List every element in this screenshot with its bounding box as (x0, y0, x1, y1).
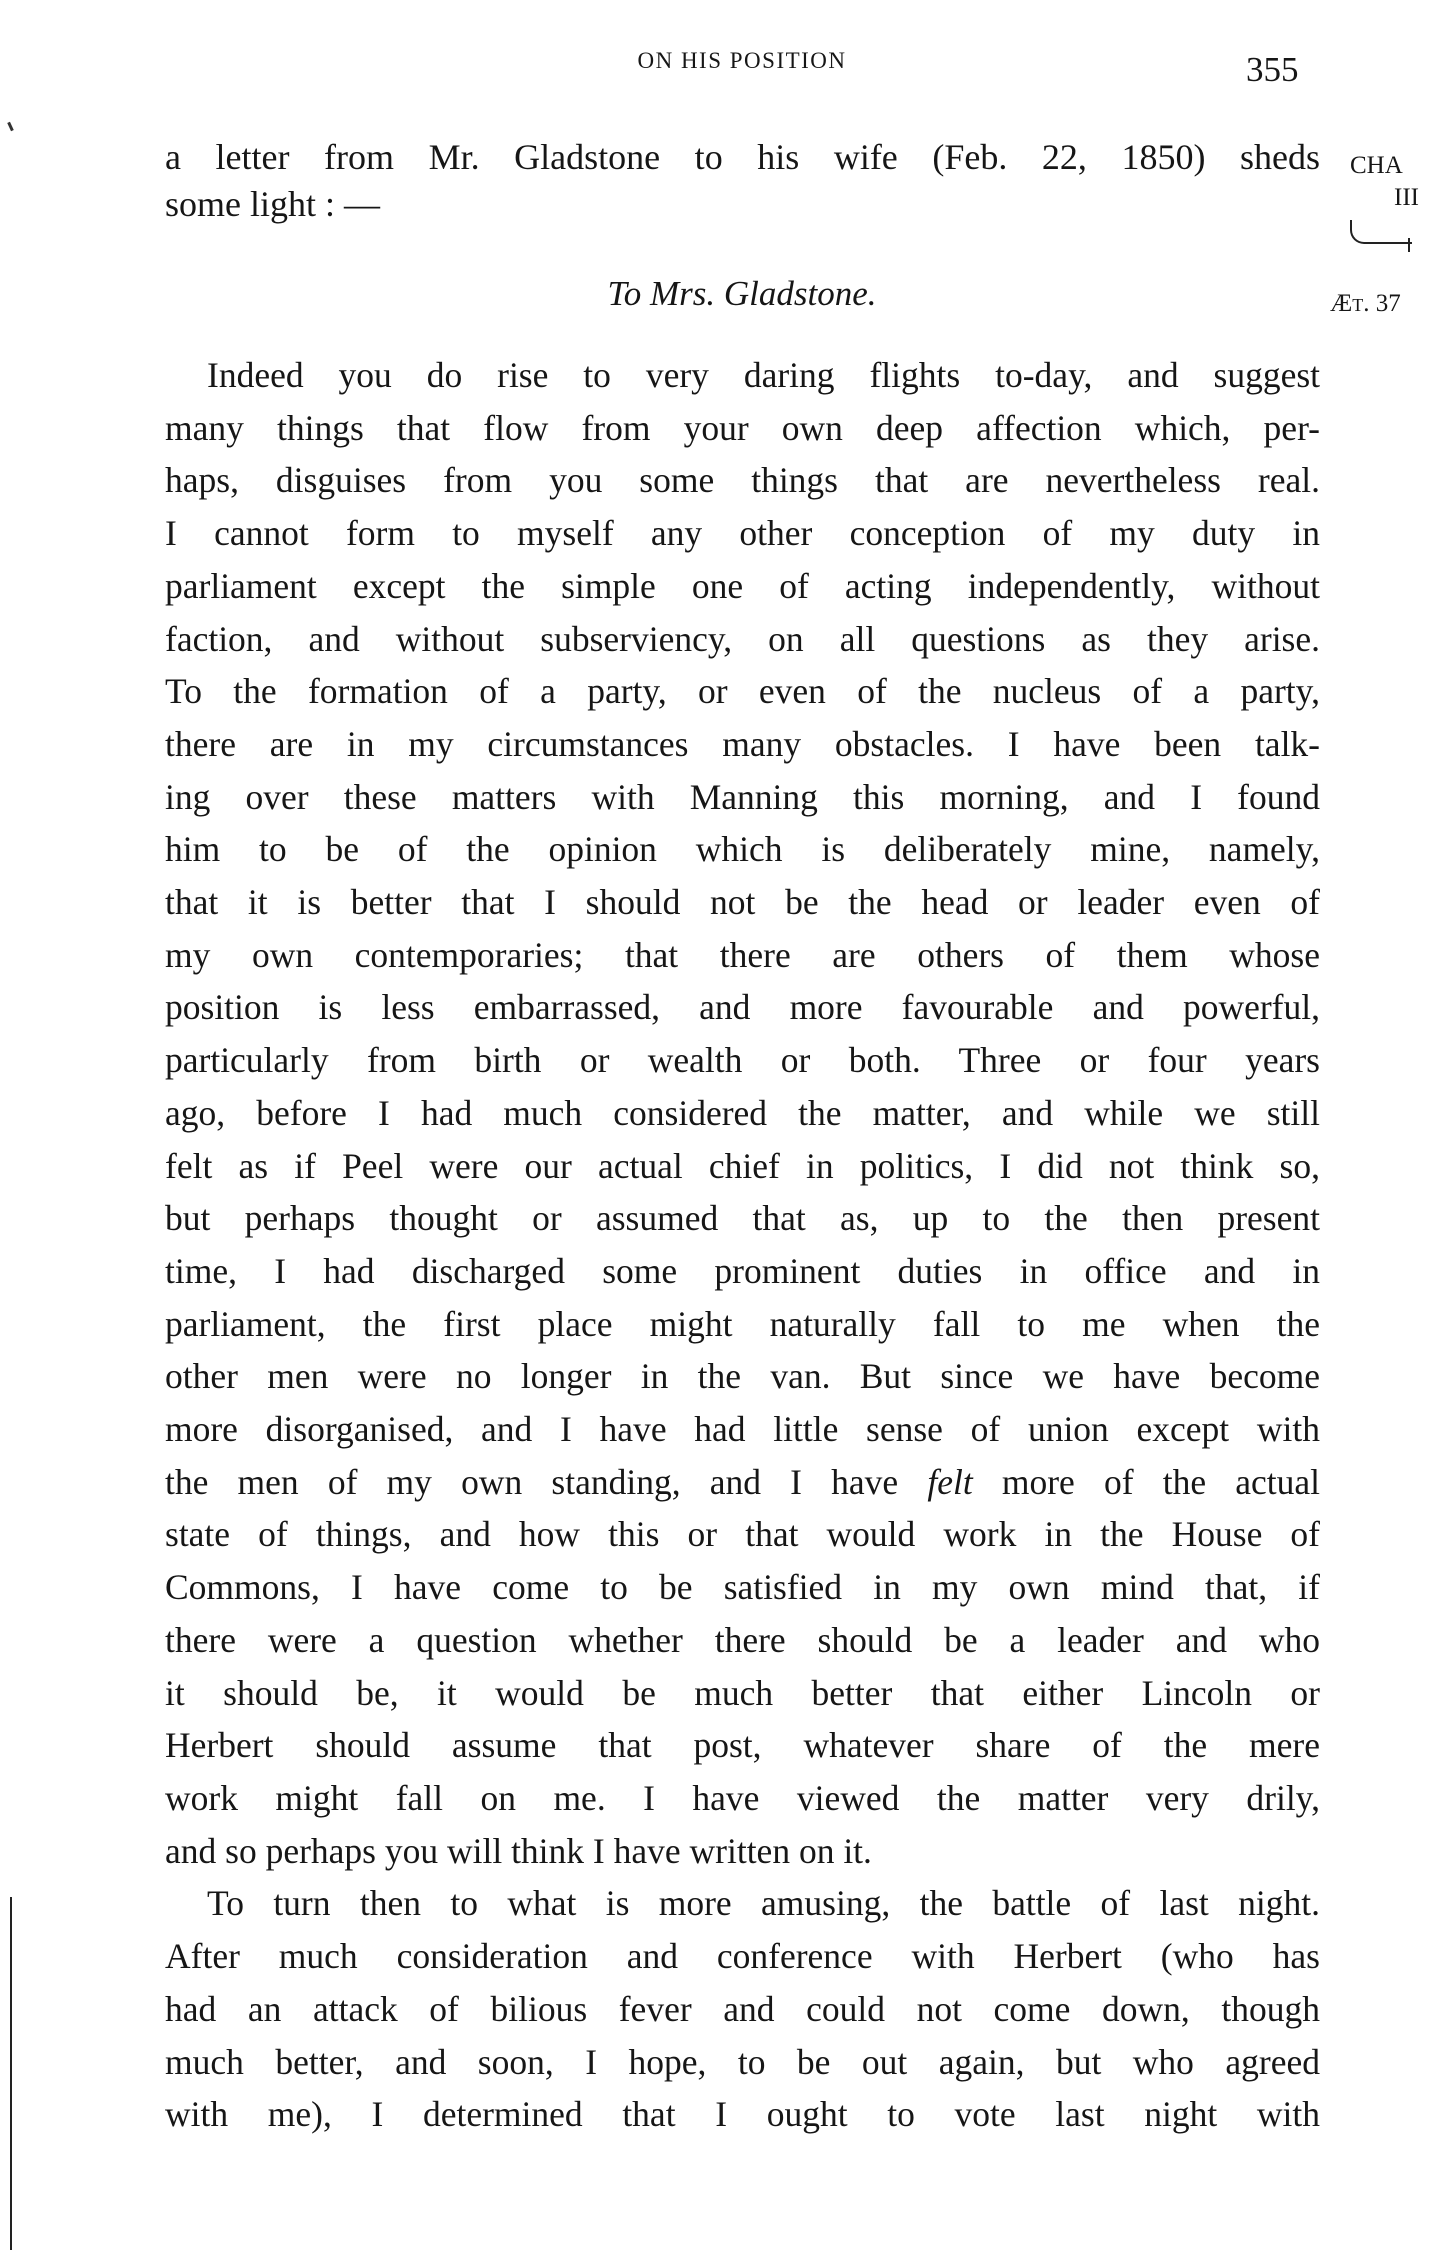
text-line: work might fall on me. I have viewed the matter very drily, (165, 1777, 1320, 1818)
text-line: Commons, I have come to be satisfied in my own mind that, if (165, 1567, 1320, 1608)
text-line: particularly from birth or wealth or both. Three or four years (165, 1040, 1320, 1081)
text-line: Herbert should assume that post, whatever share of the mere (165, 1725, 1320, 1766)
text-line: but perhaps thought or assumed that as, up to the then present (165, 1198, 1320, 1239)
text-fragment: the men of my own standing, and I have (165, 1461, 928, 1502)
intro-paragraph (165, 134, 1320, 228)
text-line: there were a question whether there should be a leader and who (165, 1619, 1320, 1660)
emphasis-felt: felt (927, 1461, 973, 1502)
margin-chapter: CHA (1350, 152, 1403, 179)
letter-paragraph-1-continued (165, 1508, 1320, 1877)
text-line: position is less embarrassed, and more favourable and powerful, (165, 987, 1320, 1028)
text-line: To turn then to what is more amusing, the battle of last night. (207, 1883, 1320, 1924)
letter-salutation: To Mrs. Gladstone. (607, 274, 877, 313)
text-line: and so perhaps you will think I have written on it. (165, 1830, 872, 1871)
text-line: faction, and without subserviency, on all questions as they arise. (165, 618, 1320, 659)
scan-mark (7, 122, 14, 131)
text-line: many things that flow from your own deep affection which, per- (165, 407, 1320, 448)
text-line: state of things, and how this or that would work in the House of (165, 1514, 1320, 1555)
binding-edge-line (10, 1897, 12, 2250)
text-line: that it is better that I should not be the head or leader even of (165, 882, 1320, 923)
margin-age: Æt. 37 (1330, 290, 1401, 317)
text-line: ing over these matters with Manning this morning, and I found (165, 776, 1320, 817)
text-line: After much consideration and conference with Herbert (who has (165, 1936, 1320, 1977)
text-line: other men were no longer in the van. But since we have become (165, 1356, 1320, 1397)
text-line: parliament, the first place might naturally fall to me when the (165, 1303, 1320, 1344)
text-line: I cannot form to myself any other conception of my duty in (165, 513, 1320, 554)
text-fragment: more of the actual (972, 1461, 1321, 1502)
text-line: parliament except the simple one of acting independently, without (165, 565, 1320, 606)
text-line: him to be of the opinion which is deliberately mine, namely, (165, 829, 1320, 870)
text-line: more disorganised, and I have had little sense of union except with (165, 1409, 1320, 1450)
text-line: had an attack of bilious fever and could not come down, though (165, 1988, 1320, 2029)
text-line: haps, disguises from you some things that are nevertheless real. (165, 460, 1320, 501)
letter-paragraph-1 (165, 349, 1320, 1456)
letter-paragraph-2 (165, 1877, 1320, 2141)
text-line: felt as if Peel were our actual chief in politics, I did not think so, (165, 1145, 1320, 1186)
text-line: my own contemporaries; that there are others of them whose (165, 934, 1320, 975)
letter-body (165, 349, 1320, 2141)
text-line: some light : — (165, 184, 380, 224)
text-line: time, I had discharged some prominent duties in office and in (165, 1250, 1320, 1291)
text-line: ago, before I had much considered the matter, and while we still (165, 1092, 1320, 1133)
text-line: much better, and soon, I hope, to be out again, but who agreed (165, 2041, 1320, 2082)
running-head: ON HIS POSITION (637, 48, 847, 73)
margin-brace (1350, 220, 1412, 244)
text-line: Indeed you do rise to very daring flights to-day, and suggest (207, 355, 1320, 395)
text-line (165, 1456, 1320, 1509)
text-line: with me), I determined that I ought to vote last night with (165, 2094, 1320, 2135)
text-line: a letter from Mr. Gladstone to his wife (Feb. 22, 1850) sheds (165, 137, 1320, 177)
text-line: there are in my circumstances many obstacles. I have been talk- (165, 723, 1320, 764)
text-line: it should be, it would be much better that either Lincoln or (165, 1672, 1320, 1713)
margin-brace-tip (1408, 238, 1410, 252)
margin-chapter-number: III (1394, 184, 1419, 211)
text-line: To the formation of a party, or even of the nucleus of a party, (165, 671, 1320, 712)
page-number: 355 (1246, 50, 1299, 89)
